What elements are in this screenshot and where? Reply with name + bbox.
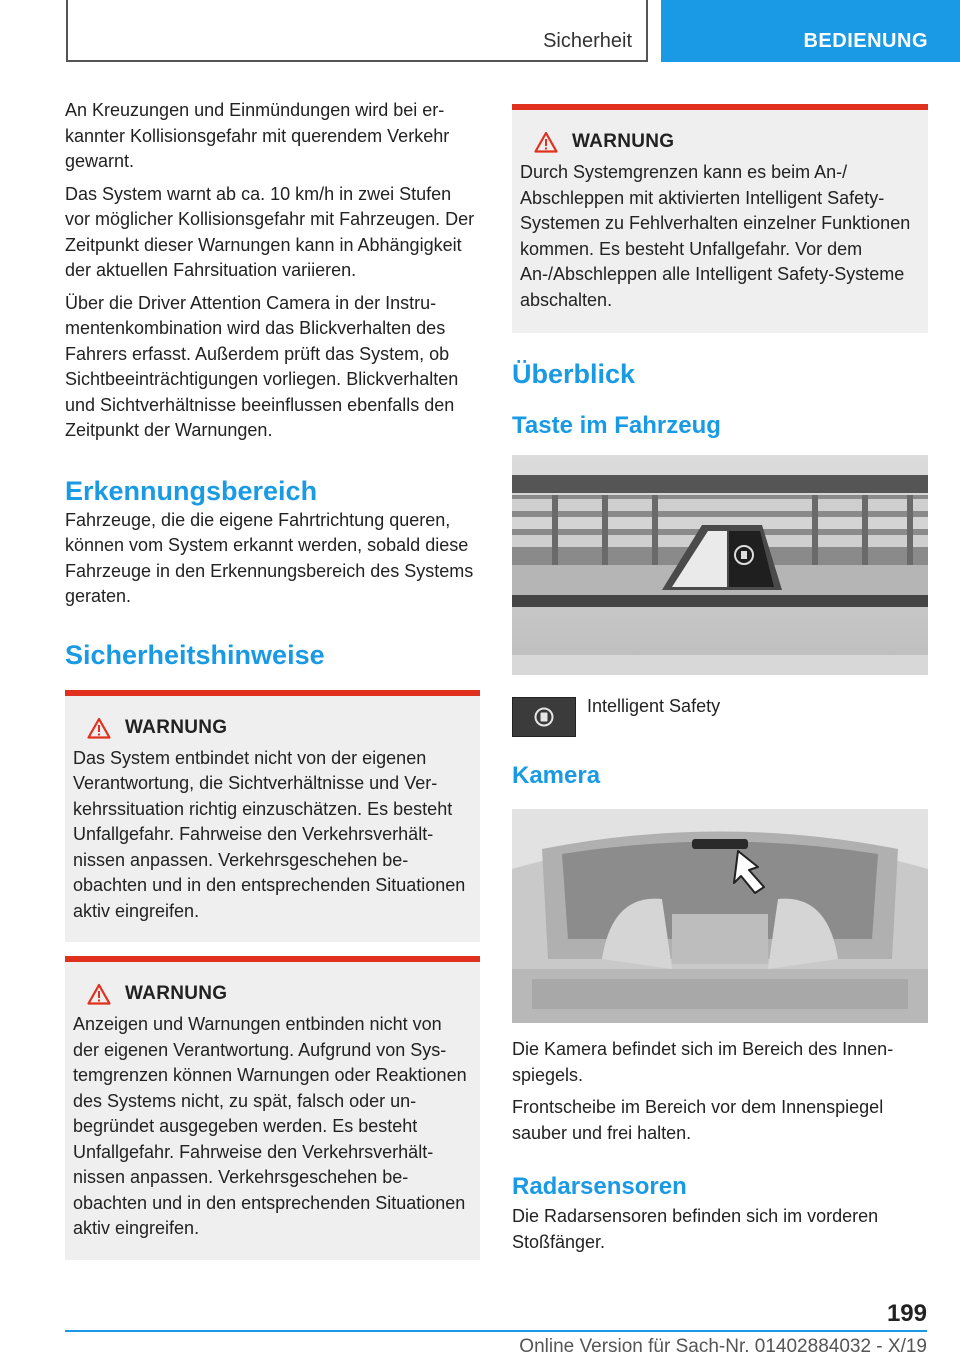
warning-triangle-icon (534, 131, 558, 153)
left-column (65, 98, 480, 1260)
ueberblick-heading: Überblick (512, 359, 636, 389)
warning-title: WARNUNG (125, 983, 228, 1004)
online-version-note: Online Version für Sach-Nr. 01402884032 - X/19 (519, 1336, 927, 1357)
warning-title: WARNUNG (125, 716, 228, 738)
erkennungsbereich-text: Fahrzeuge, die die eigene Fahrtrichtung queren, können vom System erkannt werden, sobald diese Fahrzeuge in den Erkennungsbereich des Systems geraten. (65, 509, 474, 606)
intelligent-safety-button-icon (512, 697, 576, 737)
warning-box-1 (65, 690, 480, 943)
chapter-title: BEDIENUNG (803, 30, 928, 52)
camera-photo (512, 809, 928, 1023)
taste-heading: Taste im Fahrzeug (512, 412, 721, 439)
intro-paragraph-3: Über die Driver Attention Camera in der Instrumentenkombination wird das Blickverhalten des Fahrers erfasst. Außerdem prüft das System, ob Sichtbeeinträchtigungen vorliegen. Blickverhalten und Sichtverhältnisse beeinflussen ebenfalls den Zeitpunkt der Warnungen. (65, 292, 459, 440)
right-column (512, 104, 928, 1262)
header-section-tab (66, 0, 648, 62)
sicherheitshinweise-heading: Sicherheitshinweise (65, 639, 325, 670)
warning-text: Das System entbindet nicht von der eigenen Verantwortung, die Sichtverhältnisse und Verkehrssituation richtig einzuschätzen. Es besteht Unfallgefahr. Fahrweise den Verkehrsverhältnissen anpassen. Verkehrsgeschehen beobachten und in den entsprechenden Situationen aktiv eingreifen. (73, 747, 466, 921)
radar-text: Die Radarsensoren befinden sich im vorderen Stoßfänger. (512, 1206, 879, 1252)
warning-box-3 (512, 104, 928, 333)
camera-photo-illustration (512, 809, 928, 1023)
radarsensoren-heading: Radarsensoren (512, 1173, 687, 1200)
footer-divider (65, 1330, 927, 1332)
kamera-heading: Kamera (512, 762, 601, 789)
warning-box-2 (65, 956, 480, 1260)
warning-text: Anzeigen und Warnungen entbinden nicht von der eigenen Verantwortung. Aufgrund von Systemgrenzen können Warnungen oder Reaktionen des Systems nicht, zu spät, falsch oder unbegründet ausgegeben werden. Es besteht Unfallgefahr. Fahrweise den Verkehrsverhältnissen anpassen. Verkehrsgeschehen beobachten und in den entsprechenden Situationen aktiv eingreifen. (73, 1014, 467, 1238)
warning-title: WARNUNG (572, 131, 675, 152)
intelligent-safety-label: Intelligent Safety (587, 696, 721, 716)
button-photo (512, 455, 928, 675)
camera-text-2: Frontscheibe im Bereich vor dem Innenspiegel sauber und frei halten. (512, 1097, 884, 1143)
intro-paragraph-1: An Kreuzungen und Einmündungen wird bei erkannter Kollisionsgefahr mit querendem Verkehr gewarnt. (65, 100, 450, 171)
section-title: Sicherheit (543, 30, 632, 52)
intro-paragraph-2: Das System warnt ab ca. 10 km/h in zwei Stufen vor möglicher Kollisionsgefahr mit Fahrzeugen. Der Zeitpunkt dieser Warnungen kann in Abhängigkeit der aktuellen Fahrsituation variieren. (65, 183, 475, 280)
warning-triangle-icon (87, 983, 111, 1005)
erkennungsbereich-heading: Erkennungsbereich (65, 475, 318, 506)
camera-text-1: Die Kamera befindet sich im Bereich des Innenspiegels. (512, 1039, 894, 1085)
page-number: 199 (886, 1300, 927, 1327)
header-chapter-tab (661, 0, 960, 62)
button-photo-illustration (512, 455, 928, 675)
warning-text: Durch Systemgrenzen kann es beim An-/ Abschleppen mit aktivierten Intelligent Safety-Systemen zu Fehlverhalten einzelner Funktionen kommen. Es besteht Unfallgefahr. Vor dem An-/Abschleppen alle Intelligent Safety-Systeme abschalten. (520, 162, 911, 310)
warning-triangle-icon (87, 717, 111, 739)
